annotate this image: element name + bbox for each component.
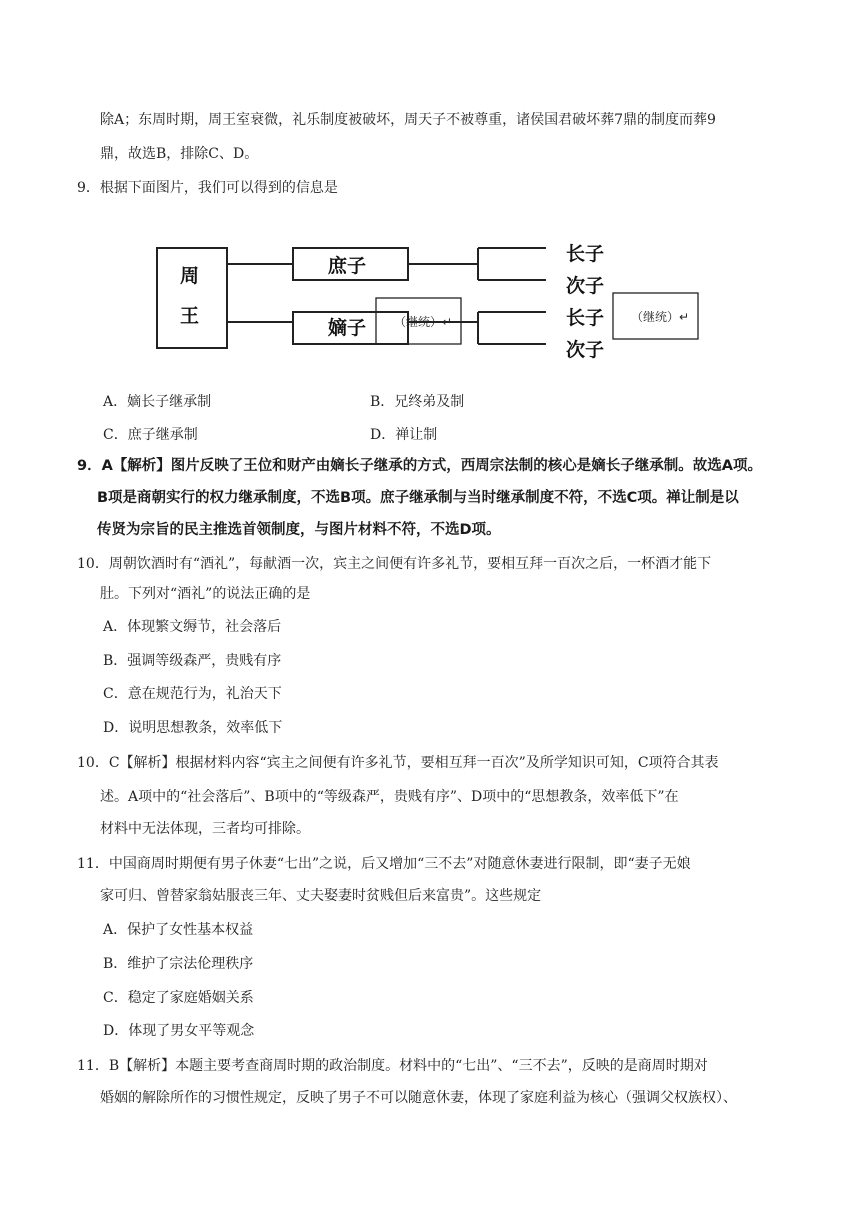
text-line: 除A；东周时期，周王室衰微，礼乐制度被破坏，周天子不被尊重，诸侯国君破坏葬7鼎的制度而葬9	[100, 112, 716, 128]
dizi-label: 嫡子	[328, 317, 367, 339]
option-a: A．嫡长子继承制	[103, 394, 212, 410]
inherit-note: （继统）↵	[631, 310, 690, 324]
option-c: C．稳定了家庭婚姻关系	[103, 990, 254, 1006]
answer-9-line: B项是商朝实行的权力继承制度，不选B项。庶子继承制与当时继承制度不符，不选C项。禅让制是以	[97, 490, 739, 506]
succession-diagram	[0, 226, 860, 386]
answer-9-line: 传贤为宗旨的民主推选首领制度，与图片材料不符，不选D项。	[97, 522, 501, 538]
option-b: B．兄终弟及制	[370, 394, 465, 410]
shuzi-label: 庶子	[328, 255, 367, 277]
answer-9-line: 9．A【解析】图片反映了王位和财产由嫡长子继承的方式，西周宗法制的核心是嫡长子继承制。故选A项。	[77, 458, 763, 474]
option-d: D．禅让制	[370, 427, 438, 443]
changzi-label: 长子	[566, 307, 605, 329]
option-b: B．维护了宗法伦理秩序	[103, 956, 254, 972]
option-d: D．体现了男女平等观念	[103, 1023, 255, 1039]
question-10-stem: 肚。下列对“酒礼”的说法正确的是	[100, 586, 311, 602]
answer-10-line: 10．C【解析】根据材料内容“宾主之间便有许多礼节，要相互拜一百次”及所学知识可知，C项符合其表	[77, 755, 719, 771]
option-a: A．保护了女性基本权益	[103, 922, 254, 938]
option-b: B．强调等级森严，贵贱有序	[103, 653, 282, 669]
option-c: C．意在规范行为，礼治天下	[103, 686, 282, 702]
changzi-label: 长子	[566, 243, 605, 265]
cizi-label: 次子	[566, 275, 605, 297]
option-a: A．体现繁文缛节，社会落后	[103, 619, 282, 635]
cizi-label: 次子	[566, 339, 605, 361]
answer-11-line: 11．B【解析】本题主要考查商周时期的政治制度。材料中的“七出”、“三不去”，反映的是商周时期对	[77, 1058, 708, 1074]
text-line: 鼎，故选B，排除C、D。	[100, 146, 259, 162]
question-11-stem: 家可归、曾替家翁姑服丧三年、丈夫娶妻时贫贱但后来富贵”。这些规定	[100, 888, 542, 904]
answer-11-line: 婚姻的解除所作的习惯性规定，反映了男子不可以随意休妻，体现了家庭利益为核心（强调父权族权）、	[100, 1090, 737, 1106]
question-10-stem: 10．周朝饮酒时有“酒礼”，每献酒一次，宾主之间便有许多礼节，要相互拜一百次之后，一杯酒才能下	[77, 556, 712, 572]
king-label: 周	[180, 265, 200, 287]
question-9-stem: 9．根据下面图片，我们可以得到的信息是	[77, 180, 338, 196]
option-c: C．庶子继承制	[103, 427, 198, 443]
king-label: 王	[180, 305, 200, 327]
option-d: D．说明思想教条，效率低下	[103, 720, 283, 736]
answer-10-line: 材料中无法体现，三者均可排除。	[100, 821, 310, 837]
answer-10-line: 述。A项中的“社会落后”、B项中的“等级森严，贵贱有序”、D项中的“思想教条，效率低下”在	[100, 789, 679, 805]
inherit-note: （继统）↵	[394, 315, 453, 329]
question-11-stem: 11．中国商周时期便有男子休妻“七出”之说，后又增加“三不去”对随意休妻进行限制，即“妻子无娘	[77, 856, 691, 872]
